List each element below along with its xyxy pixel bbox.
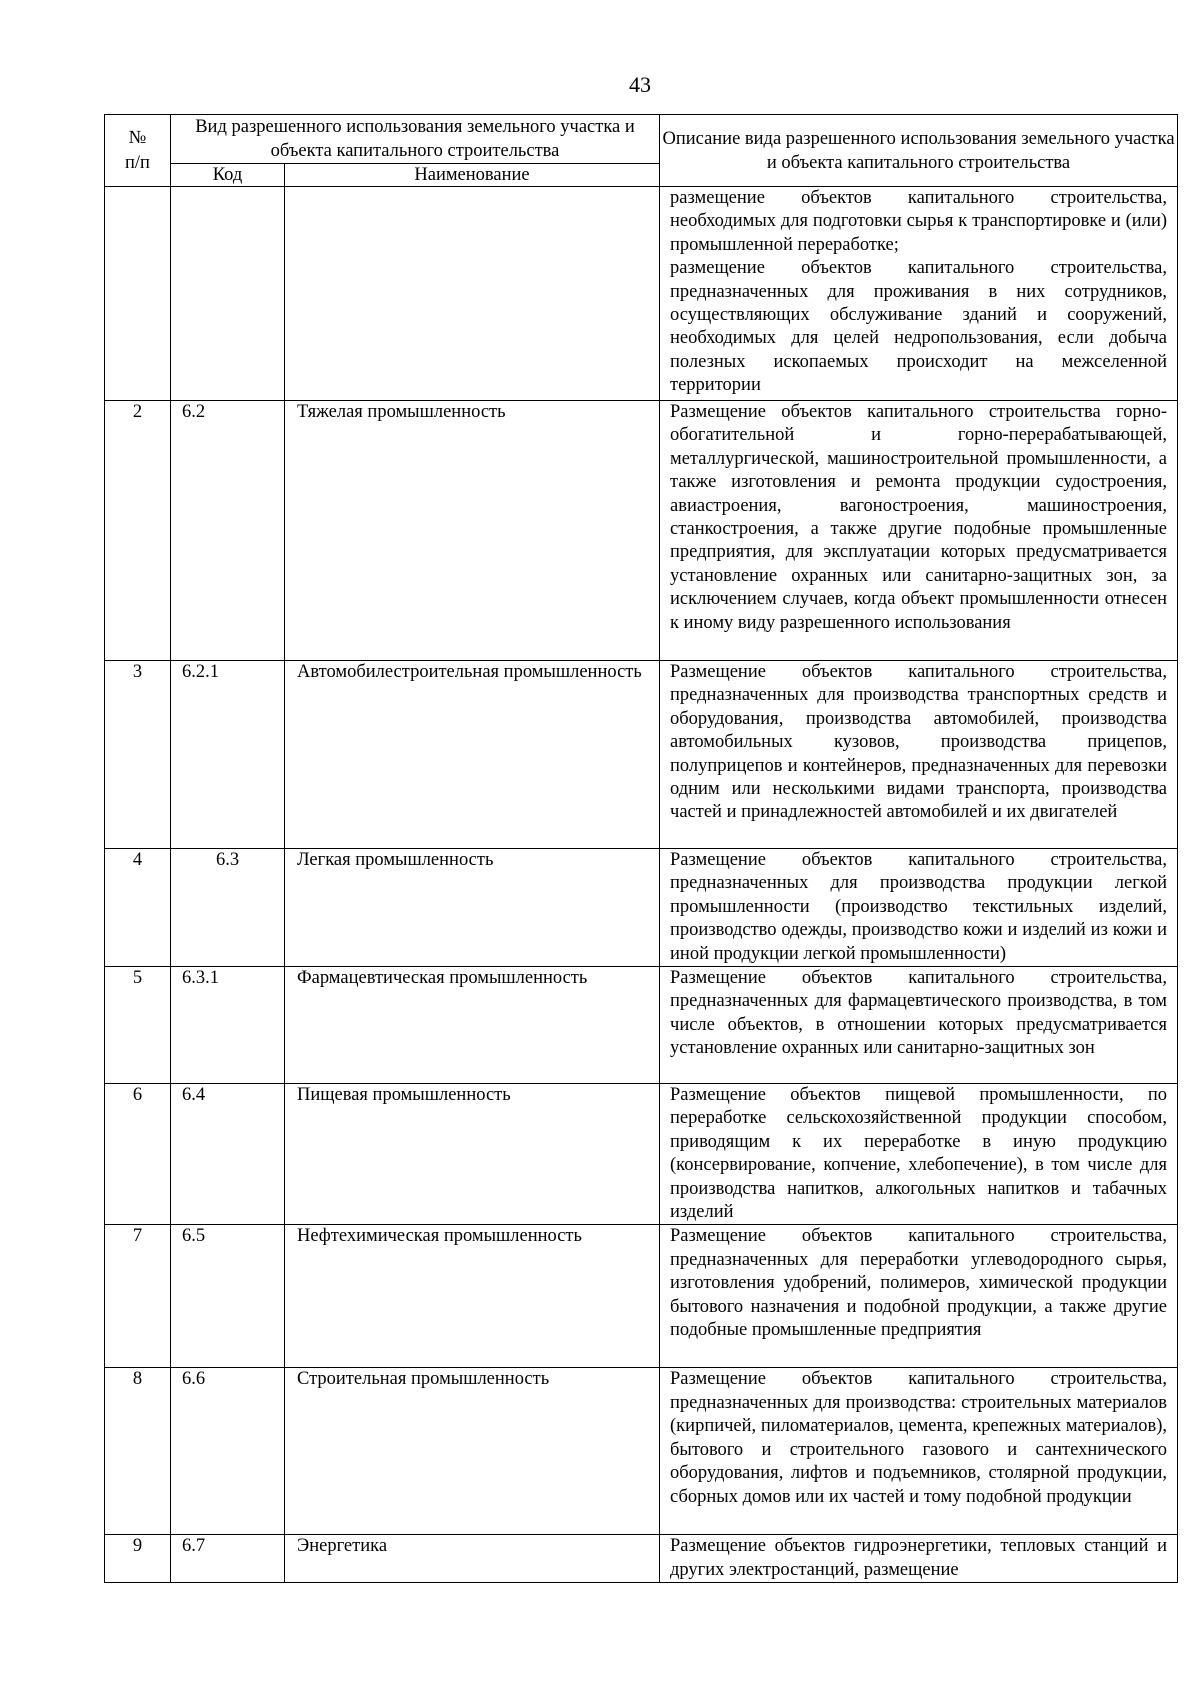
table-row (105, 1368, 1178, 1535)
table-row (105, 1225, 1178, 1368)
page-number: 43 (629, 72, 651, 97)
row-description (660, 187, 1178, 401)
land-use-table (104, 114, 1178, 1583)
table-row (105, 401, 1178, 661)
description-paragraph: Размещение объектов капитального строительства, предназначенных для производства продукции легкой промышленности (производство текстильных изделий, производство одежды, производство кожи и изделий из кожи и иной продукции легкой промышленности) (670, 850, 1168, 964)
row-description (660, 661, 1178, 849)
row-description (660, 1225, 1178, 1368)
description-paragraph: Размещение объектов капитального строительства, предназначенных для производства: строительных материалов (кирпичей, пиломатериалов, цемента, крепежных материалов), бытового и строительного газового и сантехнического оборудования, лифтов и подъемников, столярной продукции, сборных домов или их частей и тому подобной продукции (670, 1369, 1168, 1507)
row-description (660, 967, 1178, 1084)
row-number (105, 187, 171, 401)
row-number: 6 (105, 1084, 171, 1225)
row-name: Автомобилестроительная промышленность (285, 661, 660, 849)
row-name: Тяжелая промышленность (285, 401, 660, 661)
row-code (171, 187, 285, 401)
description-paragraph: размещение объектов капитального строительства, предназначенных для проживания в них сотрудников, осуществляющих обслуживание зданий и сооружений, необходимых для целей недропользования, если добыча полезных ископаемых происходит на межселенной территории (670, 258, 1168, 396)
header-num-label: № п/п (125, 127, 150, 173)
header-description: Описание вида разрешенного использования земельного участка и объекта капитального строительства (660, 115, 1178, 187)
row-code: 6.5 (171, 1225, 285, 1368)
row-number: 3 (105, 661, 171, 849)
row-code: 6.2 (171, 401, 285, 661)
row-code: 6.4 (171, 1084, 285, 1225)
row-name: Легкая промышленность (285, 849, 660, 967)
description-paragraph: Размещение объектов капитального строительства, предназначенных для переработки углеводородного сырья, изготовления удобрений, полимеров, химической продукции бытового назначения и подобной продукции, а также другие подобные промышленные предприятия (670, 1226, 1168, 1341)
table-row (105, 849, 1178, 967)
row-code: 6.7 (171, 1535, 285, 1583)
table-body (105, 187, 1178, 1583)
row-code: 6.3.1 (171, 967, 285, 1084)
row-number: 5 (105, 967, 171, 1084)
row-name: Строительная промышленность (285, 1368, 660, 1535)
header-num (105, 115, 171, 187)
description-paragraph: Размещение объектов пищевой промышленности, по переработке сельскохозяйственной продукции способом, приводящим к их переработке в иную продукцию (консервирование, копчение, хлебопечение), в том числе для производства напитков, алкогольных напитков и табачных изделий (670, 1085, 1168, 1223)
description-paragraph: Размещение объектов гидроэнергетики, тепловых станций и других электростанций, размещение (670, 1536, 1168, 1580)
row-description (660, 1084, 1178, 1225)
row-number: 2 (105, 401, 171, 661)
row-number: 8 (105, 1368, 171, 1535)
description-paragraph: Размещение объектов капитального строительства, предназначенных для фармацевтического производства, в том числе объектов, в отношении которых предусматривается установление охранных или санитарно-защитных зон (670, 968, 1168, 1059)
table-row (105, 1084, 1178, 1225)
description-paragraph: Размещение объектов капитального строительства горно-обогатительной и горно-перерабатывающей, металлургической, машиностроительной промышленности, а также изготовления и ремонта продукции судостроения, авиастроения, вагоностроения, машиностроения, станкостроения, а также другие подобные промышленные предприятия, для эксплуатации которых предусматривается установление охранных или санитарно-защитных зон, за исключением случаев, когда объект промышленности отнесен к иному виду разрешенного использования (670, 402, 1168, 633)
row-description (660, 1368, 1178, 1535)
header-group: Вид разрешенного использования земельного участка и объекта капитального строительства (171, 115, 660, 164)
table-row (105, 187, 1178, 401)
table-row (105, 967, 1178, 1084)
description-paragraph: размещение объектов капитального строительства, необходимых для подготовки сырья к транспортировке и (или) промышленной переработке; (670, 188, 1168, 255)
description-paragraph: Размещение объектов капитального строительства, предназначенных для производства транспортных средств и оборудования, производства автомобилей, производства автомобильных кузовов, производства прицепов, полуприцепов и контейнеров, предназначенных для перевозки одним или несколькими видами транспорта, производства частей и принадлежностей автомобилей и их двигателей (670, 662, 1168, 823)
row-name: Энергетика (285, 1535, 660, 1583)
row-name (285, 187, 660, 401)
row-description (660, 849, 1178, 967)
row-description (660, 401, 1178, 661)
row-code: 6.3 (171, 849, 285, 967)
table-row (105, 1535, 1178, 1583)
row-code: 6.6 (171, 1368, 285, 1535)
row-name: Пищевая промышленность (285, 1084, 660, 1225)
row-name: Фармацевтическая промышленность (285, 967, 660, 1084)
row-number: 4 (105, 849, 171, 967)
row-name: Нефтехимическая промышленность (285, 1225, 660, 1368)
row-description (660, 1535, 1178, 1583)
row-code: 6.2.1 (171, 661, 285, 849)
table-row (105, 661, 1178, 849)
row-number: 7 (105, 1225, 171, 1368)
header-name: Наименование (285, 164, 660, 187)
row-number: 9 (105, 1535, 171, 1583)
header-code: Код (171, 164, 285, 187)
